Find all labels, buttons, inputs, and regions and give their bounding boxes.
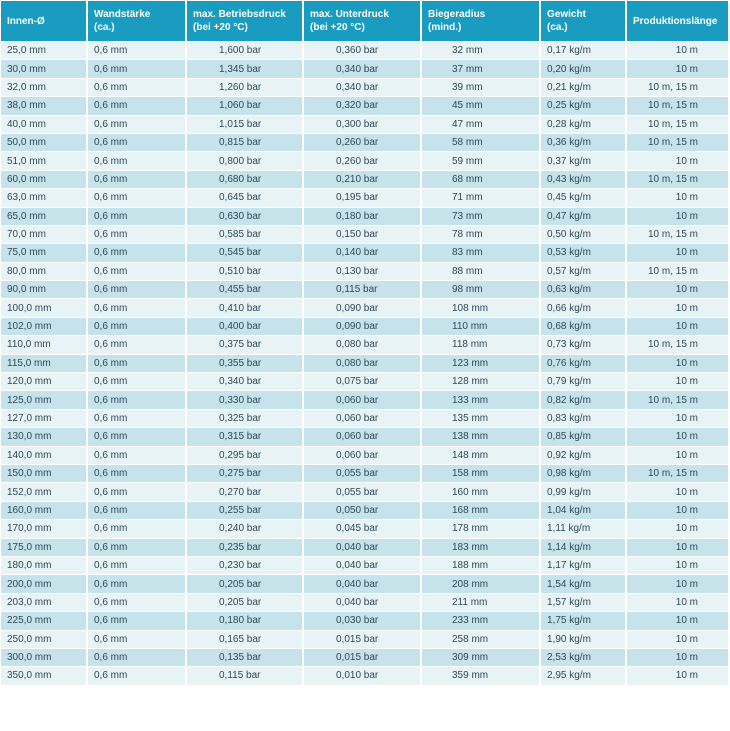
cell-max-vacuum: 0,210 bar: [303, 170, 421, 188]
cell-bend-radius: 118 mm: [421, 336, 540, 354]
cell-bend-radius: 168 mm: [421, 501, 540, 519]
cell-weight: 0,50 kg/m: [540, 225, 626, 243]
cell-inner-diameter: 180,0 mm: [1, 556, 87, 574]
table-row: [1, 648, 728, 666]
table-row: [1, 97, 728, 115]
cell-wall-thickness: 0,6 mm: [87, 225, 186, 243]
cell-max-operating-pressure: 0,275 bar: [186, 464, 303, 482]
cell-max-operating-pressure: 0,135 bar: [186, 648, 303, 666]
table-row: [1, 612, 728, 630]
cell-max-operating-pressure: 0,235 bar: [186, 538, 303, 556]
cell-production-length: 10 m: [626, 630, 728, 648]
cell-wall-thickness: 0,6 mm: [87, 612, 186, 630]
cell-weight: 0,37 kg/m: [540, 152, 626, 170]
table-row: [1, 336, 728, 354]
cell-wall-thickness: 0,6 mm: [87, 538, 186, 556]
cell-wall-thickness: 0,6 mm: [87, 593, 186, 611]
cell-max-vacuum: 0,195 bar: [303, 189, 421, 207]
cell-max-vacuum: 0,260 bar: [303, 133, 421, 151]
cell-inner-diameter: 32,0 mm: [1, 78, 87, 96]
cell-bend-radius: 148 mm: [421, 446, 540, 464]
cell-production-length: 10 m: [626, 409, 728, 427]
cell-wall-thickness: 0,6 mm: [87, 115, 186, 133]
cell-inner-diameter: 115,0 mm: [1, 354, 87, 372]
cell-max-operating-pressure: 0,270 bar: [186, 483, 303, 501]
cell-bend-radius: 32 mm: [421, 42, 540, 60]
cell-weight: 0,68 kg/m: [540, 317, 626, 335]
cell-production-length: 10 m: [626, 648, 728, 666]
cell-max-operating-pressure: 1,060 bar: [186, 97, 303, 115]
table-row: [1, 520, 728, 538]
cell-bend-radius: 45 mm: [421, 97, 540, 115]
cell-max-operating-pressure: 0,205 bar: [186, 593, 303, 611]
header-inner-diameter: Innen-Ø: [1, 1, 87, 42]
cell-max-vacuum: 0,060 bar: [303, 391, 421, 409]
cell-bend-radius: 178 mm: [421, 520, 540, 538]
cell-inner-diameter: 63,0 mm: [1, 189, 87, 207]
cell-inner-diameter: 60,0 mm: [1, 170, 87, 188]
cell-wall-thickness: 0,6 mm: [87, 317, 186, 335]
cell-production-length: 10 m: [626, 667, 728, 685]
cell-max-vacuum: 0,180 bar: [303, 207, 421, 225]
cell-production-length: 10 m, 15 m: [626, 115, 728, 133]
cell-production-length: 10 m: [626, 207, 728, 225]
table-row: [1, 317, 728, 335]
cell-max-vacuum: 0,060 bar: [303, 428, 421, 446]
cell-max-operating-pressure: 0,165 bar: [186, 630, 303, 648]
cell-wall-thickness: 0,6 mm: [87, 630, 186, 648]
table-row: [1, 354, 728, 372]
cell-bend-radius: 188 mm: [421, 556, 540, 574]
cell-wall-thickness: 0,6 mm: [87, 667, 186, 685]
cell-max-operating-pressure: 0,455 bar: [186, 281, 303, 299]
cell-inner-diameter: 200,0 mm: [1, 575, 87, 593]
table-row: [1, 170, 728, 188]
cell-inner-diameter: 110,0 mm: [1, 336, 87, 354]
cell-max-vacuum: 0,090 bar: [303, 317, 421, 335]
cell-weight: 2,53 kg/m: [540, 648, 626, 666]
cell-production-length: 10 m: [626, 152, 728, 170]
cell-inner-diameter: 170,0 mm: [1, 520, 87, 538]
cell-bend-radius: 68 mm: [421, 170, 540, 188]
cell-inner-diameter: 127,0 mm: [1, 409, 87, 427]
cell-weight: 0,47 kg/m: [540, 207, 626, 225]
cell-production-length: 10 m: [626, 317, 728, 335]
cell-production-length: 10 m: [626, 593, 728, 611]
cell-max-vacuum: 0,040 bar: [303, 593, 421, 611]
cell-wall-thickness: 0,6 mm: [87, 520, 186, 538]
cell-production-length: 10 m: [626, 428, 728, 446]
cell-max-vacuum: 0,360 bar: [303, 42, 421, 60]
cell-max-vacuum: 0,040 bar: [303, 556, 421, 574]
cell-wall-thickness: 0,6 mm: [87, 373, 186, 391]
cell-weight: 0,53 kg/m: [540, 244, 626, 262]
cell-wall-thickness: 0,6 mm: [87, 78, 186, 96]
cell-max-operating-pressure: 0,815 bar: [186, 133, 303, 151]
cell-production-length: 10 m: [626, 501, 728, 519]
cell-bend-radius: 83 mm: [421, 244, 540, 262]
cell-max-vacuum: 0,320 bar: [303, 97, 421, 115]
cell-wall-thickness: 0,6 mm: [87, 446, 186, 464]
cell-max-operating-pressure: 1,345 bar: [186, 60, 303, 78]
cell-inner-diameter: 125,0 mm: [1, 391, 87, 409]
cell-production-length: 10 m, 15 m: [626, 262, 728, 280]
cell-inner-diameter: 75,0 mm: [1, 244, 87, 262]
header-bend-radius: Biegeradius (mind.): [421, 1, 540, 42]
cell-weight: 0,57 kg/m: [540, 262, 626, 280]
cell-weight: 0,79 kg/m: [540, 373, 626, 391]
cell-bend-radius: 71 mm: [421, 189, 540, 207]
cell-inner-diameter: 90,0 mm: [1, 281, 87, 299]
cell-bend-radius: 73 mm: [421, 207, 540, 225]
cell-max-operating-pressure: 0,340 bar: [186, 373, 303, 391]
cell-weight: 1,11 kg/m: [540, 520, 626, 538]
cell-inner-diameter: 50,0 mm: [1, 133, 87, 151]
cell-weight: 1,57 kg/m: [540, 593, 626, 611]
cell-max-operating-pressure: 0,680 bar: [186, 170, 303, 188]
cell-wall-thickness: 0,6 mm: [87, 648, 186, 666]
cell-max-operating-pressure: 0,295 bar: [186, 446, 303, 464]
cell-production-length: 10 m: [626, 42, 728, 60]
cell-weight: 0,98 kg/m: [540, 464, 626, 482]
cell-max-operating-pressure: 0,325 bar: [186, 409, 303, 427]
cell-max-vacuum: 0,340 bar: [303, 60, 421, 78]
table-row: [1, 446, 728, 464]
cell-max-operating-pressure: 0,355 bar: [186, 354, 303, 372]
cell-max-operating-pressure: 0,800 bar: [186, 152, 303, 170]
cell-weight: 1,90 kg/m: [540, 630, 626, 648]
table-row: [1, 373, 728, 391]
cell-inner-diameter: 225,0 mm: [1, 612, 87, 630]
cell-inner-diameter: 40,0 mm: [1, 115, 87, 133]
cell-inner-diameter: 65,0 mm: [1, 207, 87, 225]
cell-max-operating-pressure: 0,410 bar: [186, 299, 303, 317]
cell-production-length: 10 m: [626, 373, 728, 391]
cell-max-vacuum: 0,060 bar: [303, 409, 421, 427]
cell-inner-diameter: 120,0 mm: [1, 373, 87, 391]
cell-weight: 0,83 kg/m: [540, 409, 626, 427]
cell-weight: 0,36 kg/m: [540, 133, 626, 151]
table-row: [1, 115, 728, 133]
cell-production-length: 10 m: [626, 575, 728, 593]
cell-max-operating-pressure: 1,260 bar: [186, 78, 303, 96]
cell-bend-radius: 158 mm: [421, 464, 540, 482]
cell-max-vacuum: 0,260 bar: [303, 152, 421, 170]
cell-max-operating-pressure: 0,205 bar: [186, 575, 303, 593]
cell-max-operating-pressure: 0,180 bar: [186, 612, 303, 630]
cell-max-vacuum: 0,130 bar: [303, 262, 421, 280]
cell-wall-thickness: 0,6 mm: [87, 281, 186, 299]
cell-weight: 0,76 kg/m: [540, 354, 626, 372]
cell-inner-diameter: 130,0 mm: [1, 428, 87, 446]
cell-max-operating-pressure: 0,315 bar: [186, 428, 303, 446]
cell-wall-thickness: 0,6 mm: [87, 244, 186, 262]
table-row: [1, 630, 728, 648]
table-row: [1, 152, 728, 170]
cell-weight: 0,73 kg/m: [540, 336, 626, 354]
cell-wall-thickness: 0,6 mm: [87, 464, 186, 482]
cell-weight: 1,17 kg/m: [540, 556, 626, 574]
cell-production-length: 10 m, 15 m: [626, 336, 728, 354]
cell-bend-radius: 133 mm: [421, 391, 540, 409]
cell-weight: 0,85 kg/m: [540, 428, 626, 446]
cell-wall-thickness: 0,6 mm: [87, 501, 186, 519]
cell-max-vacuum: 0,045 bar: [303, 520, 421, 538]
cell-wall-thickness: 0,6 mm: [87, 483, 186, 501]
cell-weight: 0,45 kg/m: [540, 189, 626, 207]
cell-max-operating-pressure: 1,015 bar: [186, 115, 303, 133]
cell-max-vacuum: 0,080 bar: [303, 354, 421, 372]
cell-wall-thickness: 0,6 mm: [87, 152, 186, 170]
cell-max-vacuum: 0,055 bar: [303, 464, 421, 482]
cell-production-length: 10 m: [626, 244, 728, 262]
cell-bend-radius: 47 mm: [421, 115, 540, 133]
cell-weight: 0,20 kg/m: [540, 60, 626, 78]
cell-max-vacuum: 0,040 bar: [303, 575, 421, 593]
cell-weight: 1,14 kg/m: [540, 538, 626, 556]
cell-weight: 2,95 kg/m: [540, 667, 626, 685]
cell-production-length: 10 m: [626, 446, 728, 464]
cell-inner-diameter: 70,0 mm: [1, 225, 87, 243]
cell-production-length: 10 m: [626, 483, 728, 501]
cell-production-length: 10 m: [626, 281, 728, 299]
cell-bend-radius: 309 mm: [421, 648, 540, 666]
cell-weight: 1,04 kg/m: [540, 501, 626, 519]
table-row: [1, 299, 728, 317]
table-row: [1, 189, 728, 207]
cell-bend-radius: 128 mm: [421, 373, 540, 391]
cell-max-operating-pressure: 0,630 bar: [186, 207, 303, 225]
header-wall-thickness: Wandstärke (ca.): [87, 1, 186, 42]
cell-inner-diameter: 25,0 mm: [1, 42, 87, 60]
table-row: [1, 262, 728, 280]
cell-bend-radius: 138 mm: [421, 428, 540, 446]
cell-max-operating-pressure: 0,545 bar: [186, 244, 303, 262]
cell-inner-diameter: 140,0 mm: [1, 446, 87, 464]
table-body: [1, 42, 728, 685]
cell-production-length: 10 m: [626, 60, 728, 78]
cell-production-length: 10 m, 15 m: [626, 133, 728, 151]
cell-max-vacuum: 0,050 bar: [303, 501, 421, 519]
table-row: [1, 244, 728, 262]
cell-inner-diameter: 102,0 mm: [1, 317, 87, 335]
cell-production-length: 10 m, 15 m: [626, 97, 728, 115]
cell-max-vacuum: 0,115 bar: [303, 281, 421, 299]
cell-inner-diameter: 152,0 mm: [1, 483, 87, 501]
cell-wall-thickness: 0,6 mm: [87, 391, 186, 409]
cell-weight: 0,21 kg/m: [540, 78, 626, 96]
cell-max-operating-pressure: 0,230 bar: [186, 556, 303, 574]
cell-inner-diameter: 203,0 mm: [1, 593, 87, 611]
cell-bend-radius: 78 mm: [421, 225, 540, 243]
table-row: [1, 78, 728, 96]
cell-weight: 0,66 kg/m: [540, 299, 626, 317]
table-row: [1, 207, 728, 225]
cell-wall-thickness: 0,6 mm: [87, 428, 186, 446]
cell-bend-radius: 359 mm: [421, 667, 540, 685]
cell-production-length: 10 m: [626, 612, 728, 630]
cell-wall-thickness: 0,6 mm: [87, 97, 186, 115]
cell-weight: 0,82 kg/m: [540, 391, 626, 409]
cell-max-operating-pressure: 0,255 bar: [186, 501, 303, 519]
cell-inner-diameter: 51,0 mm: [1, 152, 87, 170]
cell-bend-radius: 123 mm: [421, 354, 540, 372]
cell-max-vacuum: 0,015 bar: [303, 648, 421, 666]
cell-weight: 1,75 kg/m: [540, 612, 626, 630]
cell-wall-thickness: 0,6 mm: [87, 409, 186, 427]
cell-max-operating-pressure: 0,330 bar: [186, 391, 303, 409]
cell-max-operating-pressure: 0,375 bar: [186, 336, 303, 354]
cell-bend-radius: 88 mm: [421, 262, 540, 280]
cell-weight: 0,99 kg/m: [540, 483, 626, 501]
cell-production-length: 10 m, 15 m: [626, 464, 728, 482]
cell-bend-radius: 98 mm: [421, 281, 540, 299]
cell-production-length: 10 m, 15 m: [626, 225, 728, 243]
cell-weight: 0,28 kg/m: [540, 115, 626, 133]
cell-max-operating-pressure: 0,240 bar: [186, 520, 303, 538]
cell-max-operating-pressure: 0,645 bar: [186, 189, 303, 207]
cell-production-length: 10 m: [626, 299, 728, 317]
cell-max-vacuum: 0,060 bar: [303, 446, 421, 464]
cell-bend-radius: 135 mm: [421, 409, 540, 427]
cell-max-vacuum: 0,140 bar: [303, 244, 421, 262]
cell-max-operating-pressure: 0,400 bar: [186, 317, 303, 335]
cell-max-vacuum: 0,080 bar: [303, 336, 421, 354]
cell-bend-radius: 39 mm: [421, 78, 540, 96]
table-row: [1, 556, 728, 574]
table-row: [1, 593, 728, 611]
cell-max-vacuum: 0,150 bar: [303, 225, 421, 243]
cell-inner-diameter: 300,0 mm: [1, 648, 87, 666]
table-row: [1, 483, 728, 501]
table-row: [1, 409, 728, 427]
header-weight: Gewicht (ca.): [540, 1, 626, 42]
table-row: [1, 281, 728, 299]
table-row: [1, 464, 728, 482]
cell-max-vacuum: 0,010 bar: [303, 667, 421, 685]
cell-production-length: 10 m, 15 m: [626, 391, 728, 409]
header-max-vacuum: max. Unterdruck (bei +20 °C): [303, 1, 421, 42]
table-row: [1, 428, 728, 446]
cell-wall-thickness: 0,6 mm: [87, 42, 186, 60]
cell-production-length: 10 m: [626, 556, 728, 574]
table-row: [1, 667, 728, 685]
cell-bend-radius: 160 mm: [421, 483, 540, 501]
cell-production-length: 10 m, 15 m: [626, 78, 728, 96]
cell-max-operating-pressure: 0,585 bar: [186, 225, 303, 243]
cell-wall-thickness: 0,6 mm: [87, 189, 186, 207]
cell-production-length: 10 m: [626, 538, 728, 556]
cell-max-operating-pressure: 1,600 bar: [186, 42, 303, 60]
cell-production-length: 10 m: [626, 354, 728, 372]
cell-max-vacuum: 0,030 bar: [303, 612, 421, 630]
cell-bend-radius: 108 mm: [421, 299, 540, 317]
cell-wall-thickness: 0,6 mm: [87, 207, 186, 225]
table-row: [1, 575, 728, 593]
cell-bend-radius: 233 mm: [421, 612, 540, 630]
cell-inner-diameter: 80,0 mm: [1, 262, 87, 280]
cell-max-operating-pressure: 0,510 bar: [186, 262, 303, 280]
hose-spec-table: [1, 1, 728, 685]
cell-inner-diameter: 160,0 mm: [1, 501, 87, 519]
cell-wall-thickness: 0,6 mm: [87, 299, 186, 317]
cell-bend-radius: 37 mm: [421, 60, 540, 78]
cell-inner-diameter: 38,0 mm: [1, 97, 87, 115]
cell-inner-diameter: 150,0 mm: [1, 464, 87, 482]
cell-inner-diameter: 350,0 mm: [1, 667, 87, 685]
cell-max-vacuum: 0,040 bar: [303, 538, 421, 556]
cell-wall-thickness: 0,6 mm: [87, 133, 186, 151]
cell-max-vacuum: 0,075 bar: [303, 373, 421, 391]
cell-max-vacuum: 0,055 bar: [303, 483, 421, 501]
table-row: [1, 538, 728, 556]
cell-wall-thickness: 0,6 mm: [87, 60, 186, 78]
cell-wall-thickness: 0,6 mm: [87, 556, 186, 574]
cell-max-vacuum: 0,090 bar: [303, 299, 421, 317]
cell-wall-thickness: 0,6 mm: [87, 170, 186, 188]
table-row: [1, 133, 728, 151]
cell-weight: 0,63 kg/m: [540, 281, 626, 299]
table-row: [1, 391, 728, 409]
cell-production-length: 10 m, 15 m: [626, 170, 728, 188]
cell-max-vacuum: 0,300 bar: [303, 115, 421, 133]
cell-bend-radius: 59 mm: [421, 152, 540, 170]
cell-bend-radius: 258 mm: [421, 630, 540, 648]
cell-max-vacuum: 0,015 bar: [303, 630, 421, 648]
spec-table-container: [1, 1, 728, 685]
cell-inner-diameter: 250,0 mm: [1, 630, 87, 648]
cell-production-length: 10 m: [626, 520, 728, 538]
cell-max-vacuum: 0,340 bar: [303, 78, 421, 96]
cell-production-length: 10 m: [626, 189, 728, 207]
cell-wall-thickness: 0,6 mm: [87, 575, 186, 593]
cell-bend-radius: 110 mm: [421, 317, 540, 335]
cell-wall-thickness: 0,6 mm: [87, 354, 186, 372]
header-max-operating-pressure: max. Betriebsdruck (bei +20 °C): [186, 1, 303, 42]
cell-weight: 0,17 kg/m: [540, 42, 626, 60]
cell-weight: 1,54 kg/m: [540, 575, 626, 593]
table-row: [1, 225, 728, 243]
header-production-length: Produktionslänge: [626, 1, 728, 42]
table-row: [1, 42, 728, 60]
cell-bend-radius: 208 mm: [421, 575, 540, 593]
cell-inner-diameter: 100,0 mm: [1, 299, 87, 317]
cell-max-operating-pressure: 0,115 bar: [186, 667, 303, 685]
cell-weight: 0,43 kg/m: [540, 170, 626, 188]
table-header: [1, 1, 728, 42]
cell-inner-diameter: 30,0 mm: [1, 60, 87, 78]
cell-wall-thickness: 0,6 mm: [87, 336, 186, 354]
table-row: [1, 501, 728, 519]
cell-bend-radius: 183 mm: [421, 538, 540, 556]
header-row: [1, 1, 728, 42]
cell-inner-diameter: 175,0 mm: [1, 538, 87, 556]
cell-weight: 0,92 kg/m: [540, 446, 626, 464]
cell-bend-radius: 58 mm: [421, 133, 540, 151]
cell-weight: 0,25 kg/m: [540, 97, 626, 115]
cell-wall-thickness: 0,6 mm: [87, 262, 186, 280]
table-row: [1, 60, 728, 78]
cell-bend-radius: 211 mm: [421, 593, 540, 611]
